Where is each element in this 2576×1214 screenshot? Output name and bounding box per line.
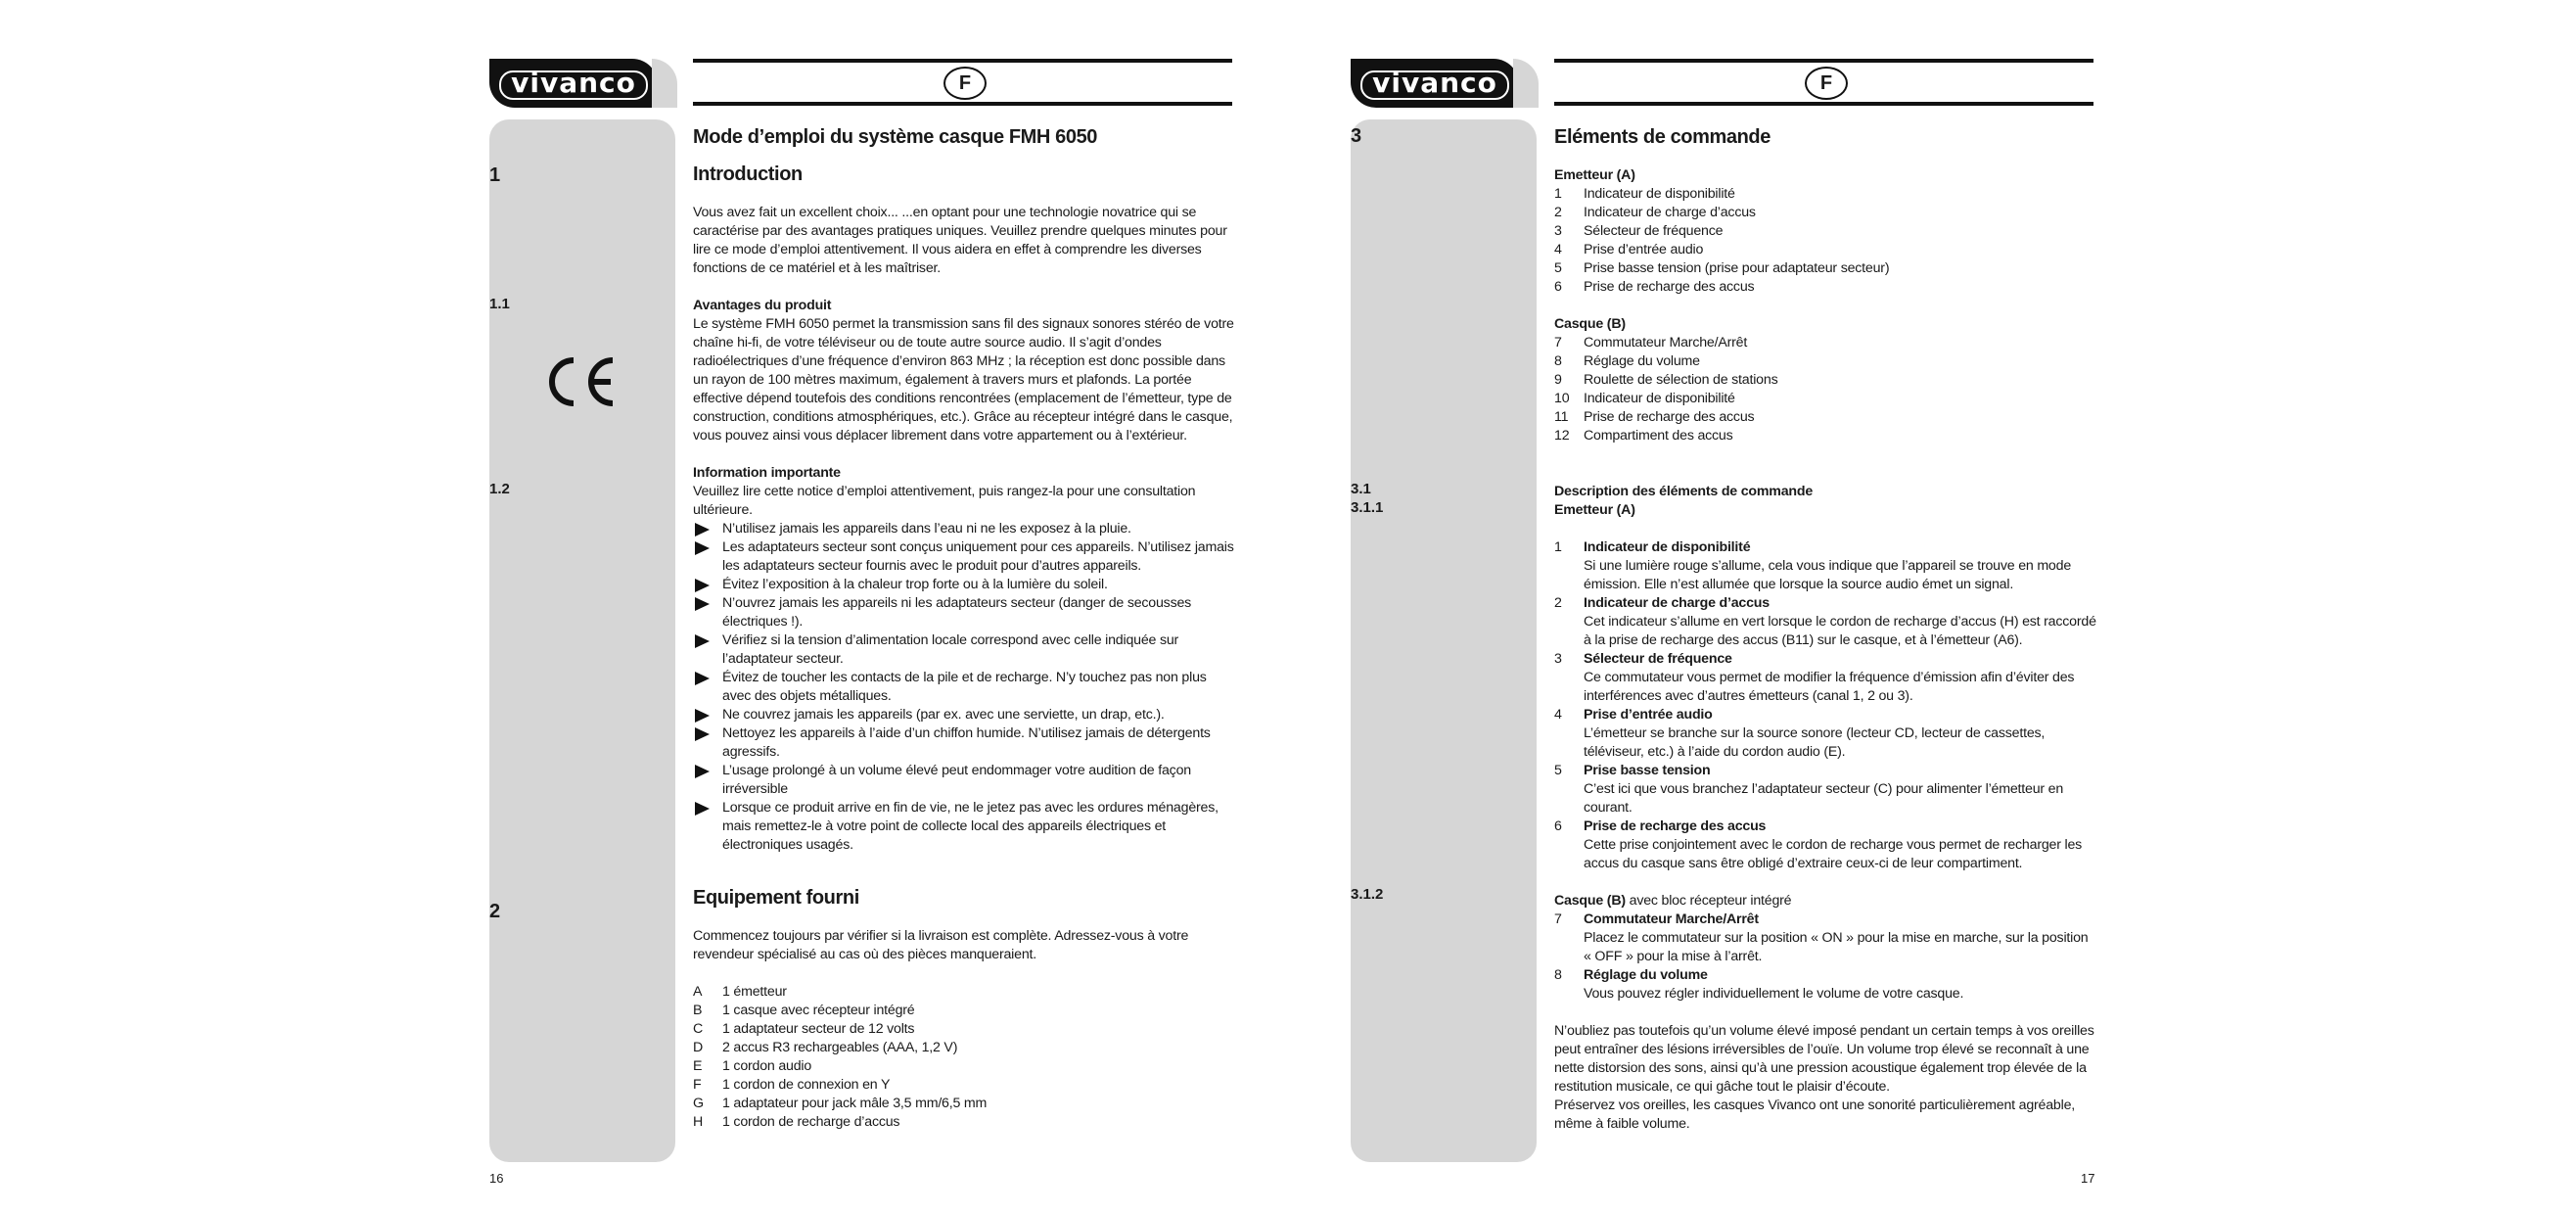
vivanco-logo: vivanco: [489, 59, 658, 108]
list-item: H 1 cordon de recharge d’accus: [693, 1114, 900, 1130]
section-number-2: 2: [489, 901, 501, 922]
information-paragraph: Veuillez lire cette notice d’emploi attentivement, puis rangez-la pour une consultation ultérieure.: [693, 484, 1196, 518]
logo-tail: [1513, 59, 1539, 108]
list-item: Nettoyez les appareils à l’aide d’un chiffon humide. N’utilisez jamais de détergents agressifs.: [693, 724, 1237, 762]
list-item: L’usage prolongé à un volume élevé peut endommager votre audition de façon irréversible: [693, 762, 1237, 799]
casque-description-list: 7 Commutateur Marche/Arrêt Placez le commutateur sur la position « ON » pour la mise en marche, sur la position « OFF » pour la mise à l’arrêt. 8 Réglage du volume Vous pouvez régler individuellement le volume de votre casque.: [1554, 910, 2098, 1004]
volume-warning: N’oubliez pas toutefois qu’un volume élevé imposé pendant un certain temps à vos oreilles peut entraîner des lésions irréversibles de l’ouïe. Un volume trop élevé se reconnaît à une nette distorsion des sons, ainsi qu’à une pression acoustique également trop élevée de la restitution musicale, ce qui gâche tout le plaisir d’écoute.: [1554, 1023, 2094, 1095]
section-number-1: 1: [489, 164, 501, 186]
list-item: 6 Prise de recharge des accus: [1554, 818, 1767, 834]
list-item: 10 Indicateur de disponibilité: [1554, 391, 1735, 406]
page-number: 17: [2081, 1171, 2095, 1186]
closing-paragraph: Préservez vos oreilles, les casques Vivanco ont une sonorité particulièrement agréable, même à faible volume.: [1554, 1097, 2076, 1132]
document-title: Mode d’emploi du système casque FMH 6050: [693, 126, 1098, 148]
casque-list: [1554, 334, 2098, 445]
section-number-1-2: 1.2: [489, 481, 510, 497]
section-number-1-1: 1.1: [489, 296, 510, 312]
list-item: Lorsque ce produit arrive en fin de vie, ne le jetez pas avec les ordures ménagères, mais remettez-le à votre point de collecte local des appareils électriques et électroniques usagés.: [693, 799, 1237, 855]
heading-emetteur-sub: Emetteur (A): [1554, 502, 1635, 518]
list-item: F 1 cordon de connexion en Y: [693, 1077, 891, 1093]
list-item: D 2 accus R3 rechargeables (AAA, 1,2 V): [693, 1040, 958, 1055]
language-badge: F: [943, 67, 987, 100]
list-item: 4 Prise d’entrée audio: [1554, 707, 1713, 723]
list-item: A 1 émetteur: [693, 984, 787, 1000]
list-item: 8 Réglage du volume: [1554, 967, 1708, 983]
heading-avantages: Avantages du produit: [693, 298, 832, 313]
section-number-3: 3: [1351, 125, 1362, 147]
avantages-paragraph: Le système FMH 6050 permet la transmission sans fil des signaux sonores stéréo de votre chaîne hi-fi, de votre téléviseur ou de toute autre source audio. Il s’agit d’ondes radioélectriques d’une fréquence d’environ 863 MHz ; la réception est donc possible dans un rayon de 100 mètres maximum, également à travers murs et plafonds. La portée effective dépend toutefois des conditions rencontrées (emplacement de l’émetteur, type de construction, conditions atmosphériques, etc.). Grâce au récepteur intégré dans le casque, vous pouvez ainsi vous déplacer librement dans votre appartement ou à l’extérieur.: [693, 316, 1234, 444]
list-item: G 1 adaptateur pour jack mâle 3,5 mm/6,5 mm: [693, 1096, 988, 1111]
ce-mark-icon: [542, 354, 619, 409]
list-item: 5 Prise basse tension (prise pour adaptateur secteur): [1554, 260, 1890, 276]
vivanco-logo: vivanco: [1351, 59, 1519, 108]
list-item: B 1 casque avec récepteur intégré: [693, 1003, 915, 1018]
list-item: 11 Prise de recharge des accus: [1554, 409, 1755, 425]
section-number-3-1-1: 3.1.1: [1351, 499, 1384, 516]
heading-equipement: Equipement fourni: [693, 887, 859, 909]
heading-casque: Casque (B): [1554, 316, 1626, 332]
list-item: C 1 adaptateur secteur de 12 volts: [693, 1021, 915, 1037]
language-badge: F: [1805, 67, 1848, 100]
list-item: 1 Indicateur de disponibilité: [1554, 539, 1751, 555]
list-item: 1 Indicateur de disponibilité: [1554, 186, 1735, 202]
heading-introduction: Introduction: [693, 163, 803, 185]
list-item: 3 Sélecteur de fréquence: [1554, 651, 1732, 667]
sidebar-panel: [1351, 119, 1537, 1162]
section-number-3-1-2: 3.1.2: [1351, 886, 1384, 903]
header-rule-top: [693, 59, 1232, 63]
header-rule-top: [1554, 59, 2093, 63]
list-item: Évitez de toucher les contacts de la pile et de recharge. N’y touchez pas non plus avec des objets métalliques.: [693, 669, 1237, 706]
list-item: Vérifiez si la tension d’alimentation locale correspond avec celle indiquée sur l’adaptateur secteur.: [693, 631, 1237, 669]
list-item: 2 Indicateur de charge d’accus: [1554, 205, 1756, 220]
list-item: N’utilisez jamais les appareils dans l’eau ni ne les exposez à la pluie.: [693, 520, 1237, 538]
heading-information: Information importante: [693, 465, 841, 481]
list-item: N’ouvrez jamais les appareils ni les adaptateurs secteur (danger de secousses électriques !).: [693, 594, 1237, 631]
intro-paragraph: Vous avez fait un excellent choix... ...en optant pour une technologie novatrice qui se caractérise par des avantages pratiques uniques. Veuillez prendre quelques minutes pour lire ce mode d’emploi attentivement. Il vous aidera en effet à comprendre les diverses fonctions de ce matériel et à les maîtriser.: [693, 205, 1227, 276]
emetteur-description-list: 1 Indicateur de disponibilité Si une lumière rouge s’allume, cela vous indique que l’appareil se trouve en mode émission. Elle n’est allumée que lorsque la source audio émet un signal. 2 Indicateur de charge d’accus Cet indicateur s’allume en vert lorsque le cordon de recharge d’accus (H) est raccordé à la prise de recharge des accus (B11) sur le casque, et à l’émetteur (A6). 3 Sélecteur de fréquence Ce commutateur vous permet de modifier la fréquence d’émission afin d’éviter des interférences avec d’autres émetteurs (canal 1, 2 ou 3). 4 Prise d’entrée audio L’émetteur se branche sur la source sonore (lecteur CD, lecteur de cassettes, téléviseur, etc.) à l’aide du cordon audio (E). 5 Prise basse tension C’est ici que vous branchez l’adaptateur secteur (C) pour alimenter l’émetteur en courant. 6 Prise de recharge des accus Cette prise conjointement avec le cordon de recharge vous permet de recharger les accus du casque sans être obligé d’extraire ceux-ci de leur compartiment.: [1554, 538, 2098, 873]
list-item: 12 Compartiment des accus: [1554, 428, 1733, 444]
heading-description: Description des éléments de commande: [1554, 484, 1814, 499]
heading-elements: Eléments de commande: [1554, 126, 1771, 148]
list-item: 5 Prise basse tension: [1554, 763, 1711, 778]
equipement-list: [693, 983, 1237, 1132]
heading-emetteur: Emetteur (A): [1554, 167, 1635, 183]
list-item: 2 Indicateur de charge d’accus: [1554, 595, 1770, 611]
list-item: 7 Commutateur Marche/Arrêt: [1554, 335, 1748, 350]
list-item: Évitez l’exposition à la chaleur trop forte ou à la lumière du soleil.: [693, 576, 1237, 594]
page-right: [1233, 0, 2310, 1214]
right-content: [1554, 125, 2098, 1134]
heading-casque-sub: Casque (B) avec bloc récepteur intégré: [1554, 893, 1792, 909]
left-content: [693, 125, 1237, 1132]
header-rule-bottom: [693, 102, 1232, 106]
list-item: E 1 cordon audio: [693, 1058, 812, 1074]
list-item: Les adaptateurs secteur sont conçus uniquement pour ces appareils. N’utilisez jamais les adaptateurs secteur fournis avec le produit pour d’autres appareils.: [693, 538, 1237, 576]
list-item: 6 Prise de recharge des accus: [1554, 279, 1755, 295]
emetteur-list: [1554, 185, 2098, 297]
list-item: Ne couvrez jamais les appareils (par ex. avec une serviette, un drap, etc.).: [693, 706, 1237, 724]
section-number-3-1: 3.1: [1351, 481, 1371, 497]
list-item: 8 Réglage du volume: [1554, 353, 1700, 369]
page-number: 16: [489, 1171, 504, 1186]
equipement-paragraph: Commencez toujours par vérifier si la livraison est complète. Adressez-vous à votre revendeur spécialisé au cas où des pièces manqueraient.: [693, 928, 1189, 962]
sidebar-panel: [489, 119, 675, 1162]
safety-list: [693, 520, 1237, 855]
list-item: 9 Roulette de sélection de stations: [1554, 372, 1778, 388]
list-item: 7 Commutateur Marche/Arrêt: [1554, 911, 1759, 927]
logo-tail: [652, 59, 677, 108]
header-rule-bottom: [1554, 102, 2093, 106]
list-item: 3 Sélecteur de fréquence: [1554, 223, 1724, 239]
list-item: 4 Prise d’entrée audio: [1554, 242, 1704, 257]
